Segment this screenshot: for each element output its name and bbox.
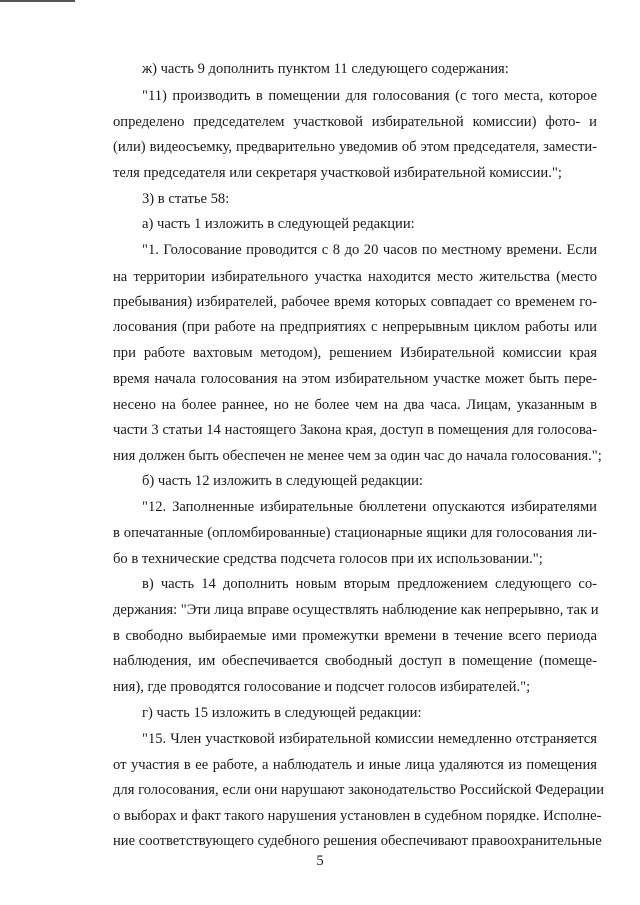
text-line: "12. Заполненные избирательные бюллетени опускаются избирателями [142,499,597,515]
page-number: 5 [316,853,324,869]
text-line: лосования (при работе на предприятиях с непрерывным циклом работы или [113,319,597,335]
text-line: держания: "Эти лица вправе осуществлять наблюдение как непрерывно, так и [113,602,599,618]
text-line: б) часть 12 изложить в следующей редакции: [142,473,423,489]
text-line: пребывания) избирателей, рабочее время которых совпадает со временем го- [113,294,597,310]
text-line: наблюдения, им обеспечивается свободный доступ в помещение (помеще- [113,653,597,669]
text-line: а) часть 1 изложить в следующей редакции: [142,216,415,232]
text-line: "1. Голосование проводится с 8 до 20 часов по местному времени. Если [142,242,597,258]
text-line: о выборах и факт такого нарушения установлен в судебном порядке. Исполне- [113,808,602,824]
text-line: несено на более раннее, но не более чем на два часа. Лицам, указанным в [113,397,597,413]
text-line: 3) в статье 58: [142,191,230,207]
text-line: ние соответствующего судебного решения обеспечивают правоохранительные [113,833,602,849]
text-line: для голосования, если они нарушают законодательство Российской Федерации [113,782,605,798]
text-line: ж) часть 9 дополнить пунктом 11 следующего содержания: [142,61,509,77]
text-line: ния), где проводятся голосование и подсчет голосов избирателей."; [113,679,531,695]
text-line: ния должен быть обеспечен не менее чем за один час до начала голосования."; [113,448,602,464]
text-line: определено председателем участковой избирательной комиссии) фото- и [113,114,597,130]
text-line: бо в технические средства подсчета голосов при их использовании."; [113,551,543,567]
text-line: на территории избирательного участка находится место жительства (место [113,269,597,285]
text-line: в опечатанные (опломбированные) стационарные ящики для голосования ли- [113,525,597,541]
text-line: в свободно выбираемые ими промежутки времени в течение всего периода [113,628,597,644]
text-line: от участия в ее работе, а наблюдатель и иные лица удаляются из помещения [113,757,597,773]
text-line: время начала голосования на этом избирательном участке может быть пере- [113,371,597,387]
text-line: в) часть 14 дополнить новым вторым предложением следующего со- [142,576,597,592]
text-line: "15. Член участковой избирательной комиссии немедленно отстраняется [142,731,597,747]
text-line: при работе вахтовым методом), решением Избирательной комиссии края [113,345,597,361]
text-line: "11) производить в помещении для голосования (с того места, которое [142,88,597,104]
text-line: г) часть 15 изложить в следующей редакции: [142,705,422,721]
text-line: теля председателя или секретаря участковой избирательной комиссии."; [113,165,562,181]
text-line: части 3 статьи 14 настоящего Закона края, доступ в помещения для голосова- [113,422,597,438]
text-line: (или) видеосъемку, предварительно уведомив об этом председателя, замести- [113,139,597,155]
